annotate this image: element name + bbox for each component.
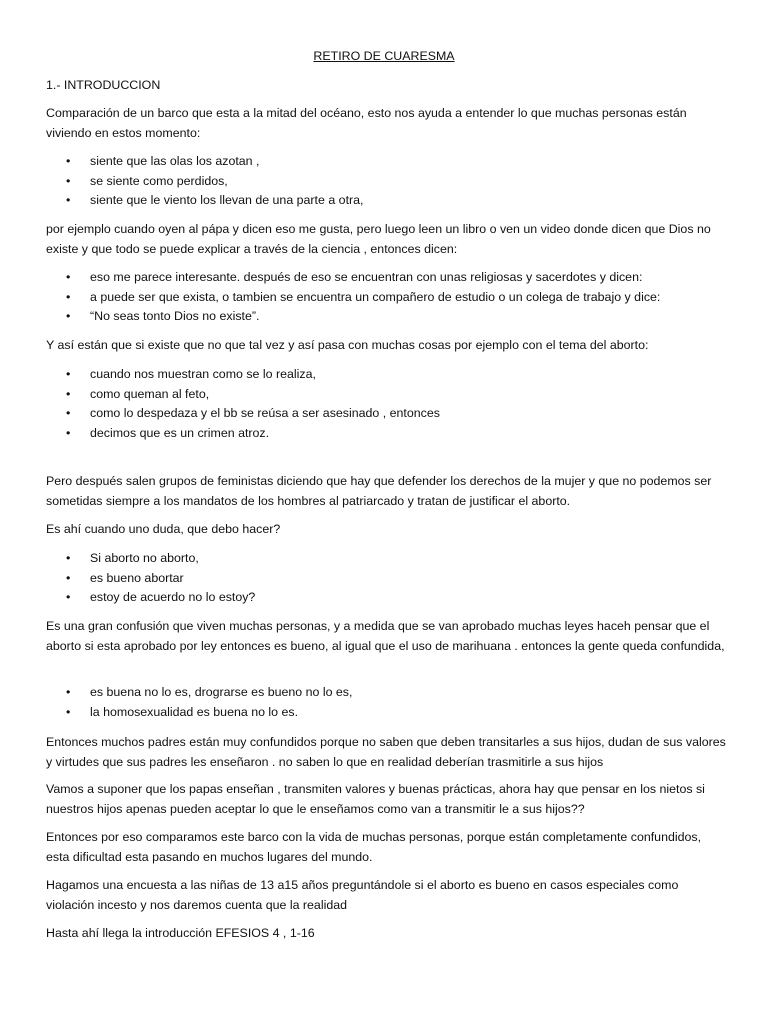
list-item-text: como lo despedaza y el bb se reúsa a ser asesinado , entonces xyxy=(90,406,440,420)
list-item xyxy=(46,588,726,608)
list-item xyxy=(46,683,726,703)
bullet-icon: • xyxy=(66,173,71,188)
paragraph-5: Es ahí cuando uno duda, que debo hacer? xyxy=(46,522,281,536)
list-item-text: Si aborto no aborto, xyxy=(90,551,199,565)
bullet-icon: • xyxy=(66,386,71,401)
paragraph-8: Vamos a suponer que los papas enseñan , transmiten valores y buenas prácticas, ahora hay que pensar en los nietos si nuestros hijos apenas pueden aceptar lo que le enseñamos como van a transmitir le a sus hijos?? xyxy=(46,782,705,816)
list-item-text: como queman al feto, xyxy=(90,386,210,401)
list-item-text: es buena no lo es, drograrse es bueno no lo es, xyxy=(90,685,353,699)
list-item xyxy=(46,191,726,211)
bullet-icon: • xyxy=(66,570,71,585)
paragraph-4: Pero después salen grupos de feministas diciendo que hay que defender los derechos de la mujer y que no podemos ser sometidas siempre a los mandatos de los hombres al patriarcado y tratan de justificar el aborto. xyxy=(46,474,712,508)
list-item xyxy=(46,549,726,569)
bullet-icon: • xyxy=(66,551,71,565)
document-title: RETIRO DE CUARESMA xyxy=(313,49,455,63)
list-item xyxy=(46,385,726,405)
list-item xyxy=(46,424,726,444)
scripture-reference: EFESIOS 4 , 1-16 xyxy=(215,926,315,940)
bullet-list-5 xyxy=(46,683,726,722)
paragraph-10: Hagamos una encuesta a las niñas de 13 a15 años preguntándole si el aborto es bueno en casos especiales como violación incesto y nos daremos cuenta que la realidad xyxy=(46,878,679,912)
list-item-text: siente que las olas los azotan , xyxy=(90,154,260,168)
list-item-text: eso me parece interesante. después de eso se encuentran con unas religiosas y sacerdotes y dicen: xyxy=(90,270,643,284)
list-item xyxy=(46,288,726,308)
intro-end-text: Hasta ahí llega la introducción xyxy=(46,926,216,940)
bullet-list-2 xyxy=(46,268,726,327)
bullet-icon: • xyxy=(66,406,71,420)
bullet-icon: • xyxy=(66,270,71,284)
list-item-text: se siente como perdidos, xyxy=(90,173,228,188)
paragraph-3: Y así están que si existe que no que tal vez y así pasa con muchas cosas por ejemplo con el tema del aborto: xyxy=(46,338,649,352)
list-item-text: es bueno abortar xyxy=(90,570,184,585)
paragraph-1: Comparación de un barco que esta a la mitad del océano, esto nos ayuda a entender lo que muchas personas están viviendo en estos momento: xyxy=(46,106,687,140)
section-heading: 1.- INTRODUCCION xyxy=(46,78,161,92)
bullet-icon: • xyxy=(66,367,71,381)
list-item-text: estoy de acuerdo no lo estoy? xyxy=(90,590,256,604)
bullet-list-3 xyxy=(46,365,726,443)
list-item xyxy=(46,307,726,327)
list-item xyxy=(46,703,726,723)
list-item-text: la homosexualidad es buena no lo es. xyxy=(90,704,299,719)
paragraph-2: por ejemplo cuando oyen al pápa y dicen eso me gusta, pero luego leen un libro o ven un video donde dicen que Dios no existe y que todo se puede explicar a través de la ciencia , entonces dicen: xyxy=(46,222,711,256)
paragraph-11 xyxy=(46,924,726,944)
list-item xyxy=(46,569,726,589)
list-item-text: siente que le viento los llevan de una parte a otra, xyxy=(90,193,364,207)
list-item xyxy=(46,172,726,192)
paragraph-9: Entonces por eso comparamos este barco con la vida de muchas personas, porque están completamente confundidos, esta dificultad esta pasando en muchos lugares del mundo. xyxy=(46,830,702,864)
bullet-icon: • xyxy=(66,590,71,604)
bullet-icon: • xyxy=(66,154,71,168)
list-item-text: “No seas tonto Dios no existe”. xyxy=(90,309,260,323)
bullet-icon: • xyxy=(66,685,71,699)
list-item-text: decimos que es un crimen atroz. xyxy=(90,425,270,440)
list-item xyxy=(46,268,726,288)
list-item xyxy=(46,404,726,424)
bullet-icon: • xyxy=(66,193,71,207)
list-item xyxy=(46,152,726,172)
paragraph-6: Es una gran confusión que viven muchas personas, y a medida que se van aprobado muchas leyes haceh pensar que el aborto si esta aprobado por ley entonces es bueno, al igual que el uso de marihuana . entonces la gente queda confundida, xyxy=(46,619,725,653)
bullet-icon: • xyxy=(66,704,71,719)
bullet-icon: • xyxy=(66,425,71,440)
list-item-text: a puede ser que exista, o tambien se encuentra un compañero de estudio o un colega de trabajo y dice: xyxy=(90,289,661,304)
list-item-text: cuando nos muestran como se lo realiza, xyxy=(90,367,316,381)
bullet-list-1 xyxy=(46,152,726,211)
bullet-icon: • xyxy=(66,309,71,323)
bullet-list-4 xyxy=(46,549,726,608)
list-item xyxy=(46,365,726,385)
bullet-icon: • xyxy=(66,289,71,304)
paragraph-7: Entonces muchos padres están muy confundidos porque no saben que deben transitarles a sus hijos, dudan de sus valores y virtudes que sus padres les enseñaron . no saben lo que en realidad deberían trasmitirle a sus hijos xyxy=(46,735,726,769)
